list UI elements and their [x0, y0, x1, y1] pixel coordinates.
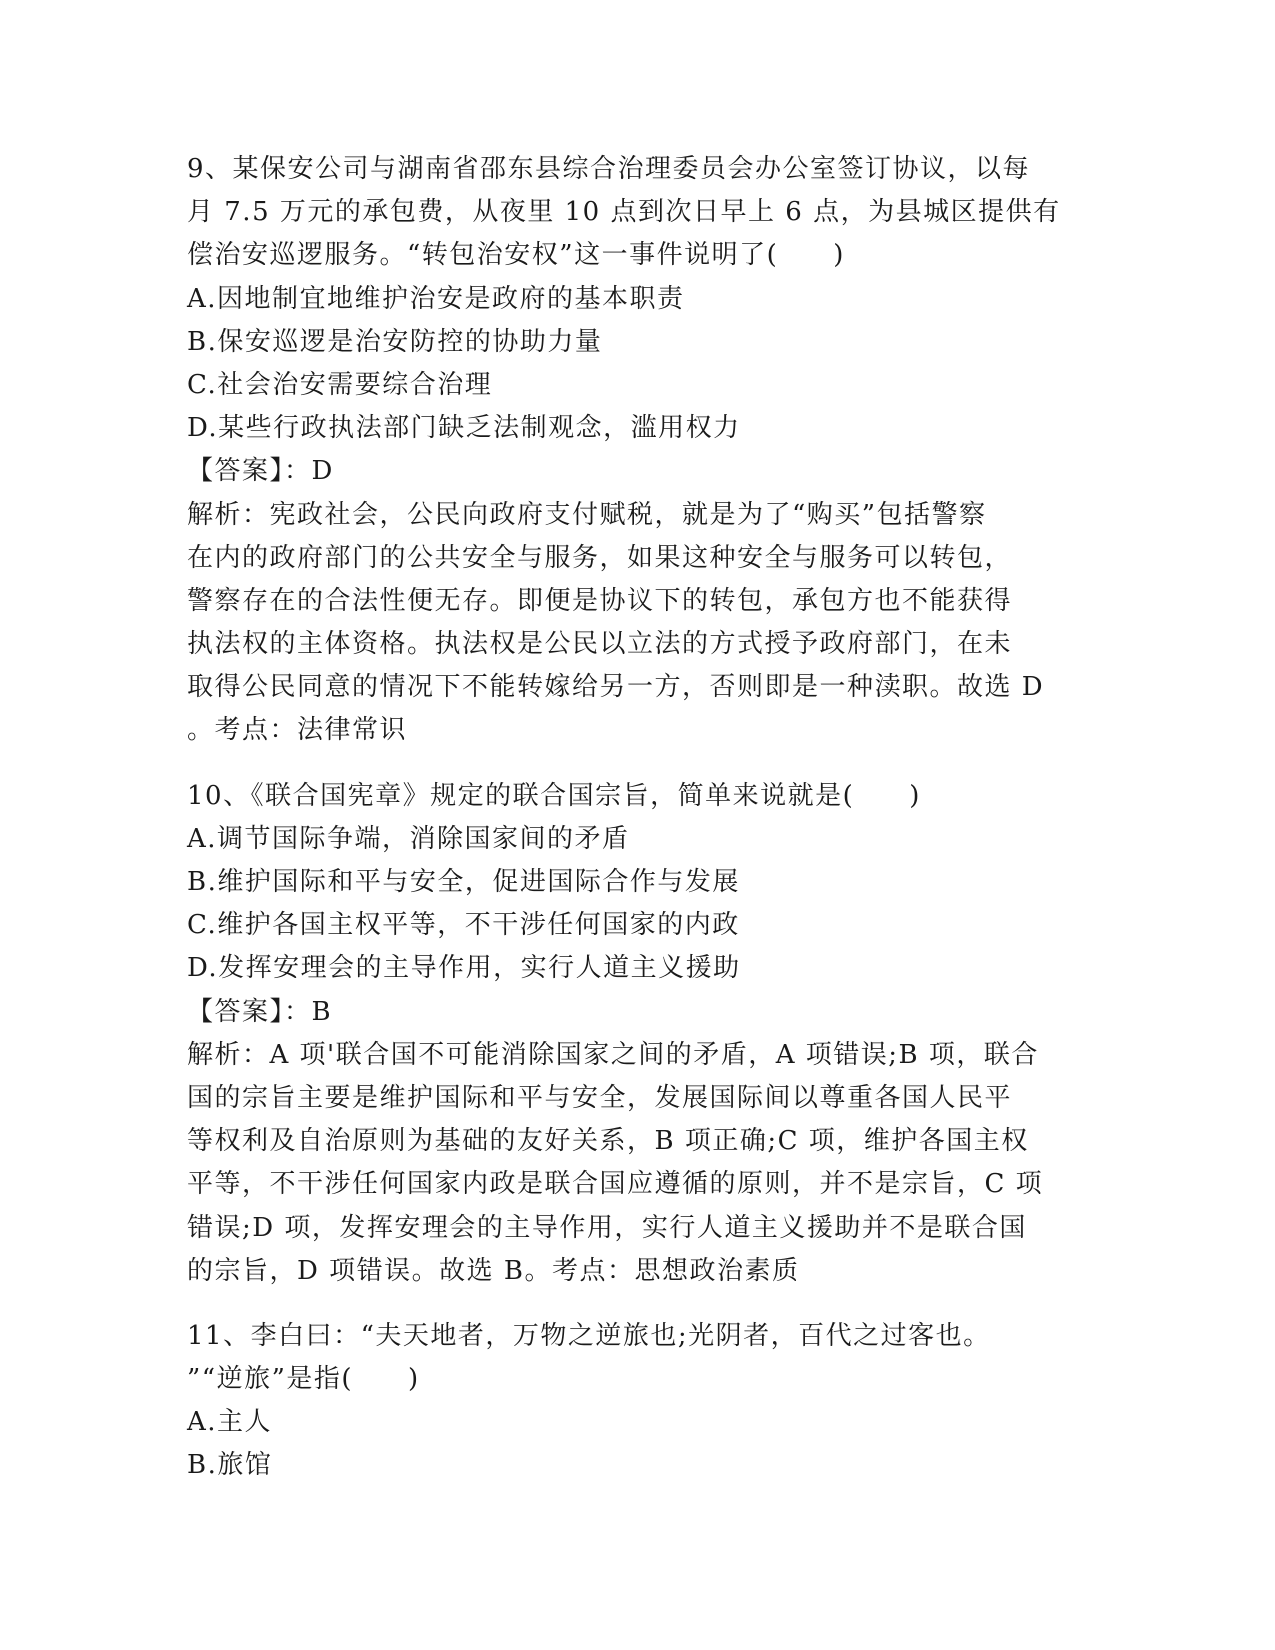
analysis-line: 在内的政府部门的公共安全与服务，如果这种安全与服务可以转包， — [187, 542, 1013, 573]
question-spacer — [187, 753, 1087, 775]
analysis-line: 解析：A 项'联合国不可能消除国家之间的矛盾，A 项错误;B 项，联合 — [187, 1039, 1039, 1070]
analysis-line: 执法权的主体资格。执法权是公民以立法的方式授予政府部门，在未 — [187, 629, 1013, 660]
option-a: A.调节国际争端，消除国家间的矛盾 — [187, 823, 630, 854]
question-10 — [187, 775, 1087, 1293]
question-stem-line: 11、李白曰：“夫天地者，万物之逆旅也;光阴者，百代之过客也。 — [187, 1320, 991, 1351]
analysis-line: 平等，不干涉任何国家内政是联合国应遵循的原则，并不是宗旨，C 项 — [187, 1169, 1044, 1200]
analysis-line: 国的宗旨主要是维护国际和平与安全，发展国际间以尊重各国人民平 — [187, 1082, 1013, 1113]
question-stem-line: ”“逆旅”是指( ) — [187, 1364, 420, 1395]
analysis-line: 等权利及自治原则为基础的友好关系，B 项正确;C 项，维护各国主权 — [187, 1126, 1029, 1157]
option-c: C.维护各国主权平等，不干涉任何国家的内政 — [187, 910, 740, 941]
option-b: B.保安巡逻是治安防控的协助力量 — [187, 326, 603, 357]
question-9 — [187, 148, 1087, 753]
document-page — [187, 148, 1087, 1488]
option-a: A.主人 — [187, 1407, 273, 1438]
analysis-line: 的宗旨，D 项错误。故选 B。考点：思想政治素质 — [187, 1255, 800, 1286]
analysis-line: 解析：宪政社会，公民向政府支付赋税，就是为了“购买”包括警察 — [187, 499, 987, 530]
question-stem-line: 10、《联合国宪章》规定的联合国宗旨，简单来说就是( ) — [187, 780, 921, 811]
option-b: B.维护国际和平与安全，促进国际合作与发展 — [187, 867, 740, 897]
question-stem-line: 9、某保安公司与湖南省邵东县综合治理委员会办公室签订协议，以每 — [187, 154, 1031, 184]
option-c: C.社会治安需要综合治理 — [187, 369, 493, 400]
analysis-line: 警察存在的合法性便无存。即便是协议下的转包，承包方也不能获得 — [187, 585, 1013, 616]
question-stem-line: 月 7.5 万元的承包费，从夜里 10 点到次日早上 6 点，为县城区提供有 — [187, 197, 1061, 228]
analysis-line: 错误;D 项，发挥安理会的主导作用，实行人道主义援助并不是联合国 — [187, 1212, 1027, 1243]
analysis-line: 取得公民同意的情况下不能转嫁给另一方，否则即是一种渎职。故选 D — [187, 672, 1045, 703]
answer-label: 【答案】：D — [187, 456, 334, 487]
option-d: D.发挥安理会的主导作用，实行人道主义援助 — [187, 953, 741, 984]
analysis-line: 。考点：法律常识 — [187, 715, 408, 746]
option-d: D.某些行政执法部门缺乏法制观念，滥用权力 — [187, 413, 741, 444]
option-b: B.旅馆 — [187, 1450, 273, 1481]
question-spacer — [187, 1293, 1087, 1315]
answer-label: 【答案】：B — [187, 996, 333, 1027]
question-11 — [187, 1315, 1087, 1488]
question-stem-line: 偿治安巡逻服务。“转包治安权”这一事件说明了( ) — [187, 240, 845, 271]
option-a: A.因地制宜地维护治安是政府的基本职责 — [187, 283, 685, 314]
